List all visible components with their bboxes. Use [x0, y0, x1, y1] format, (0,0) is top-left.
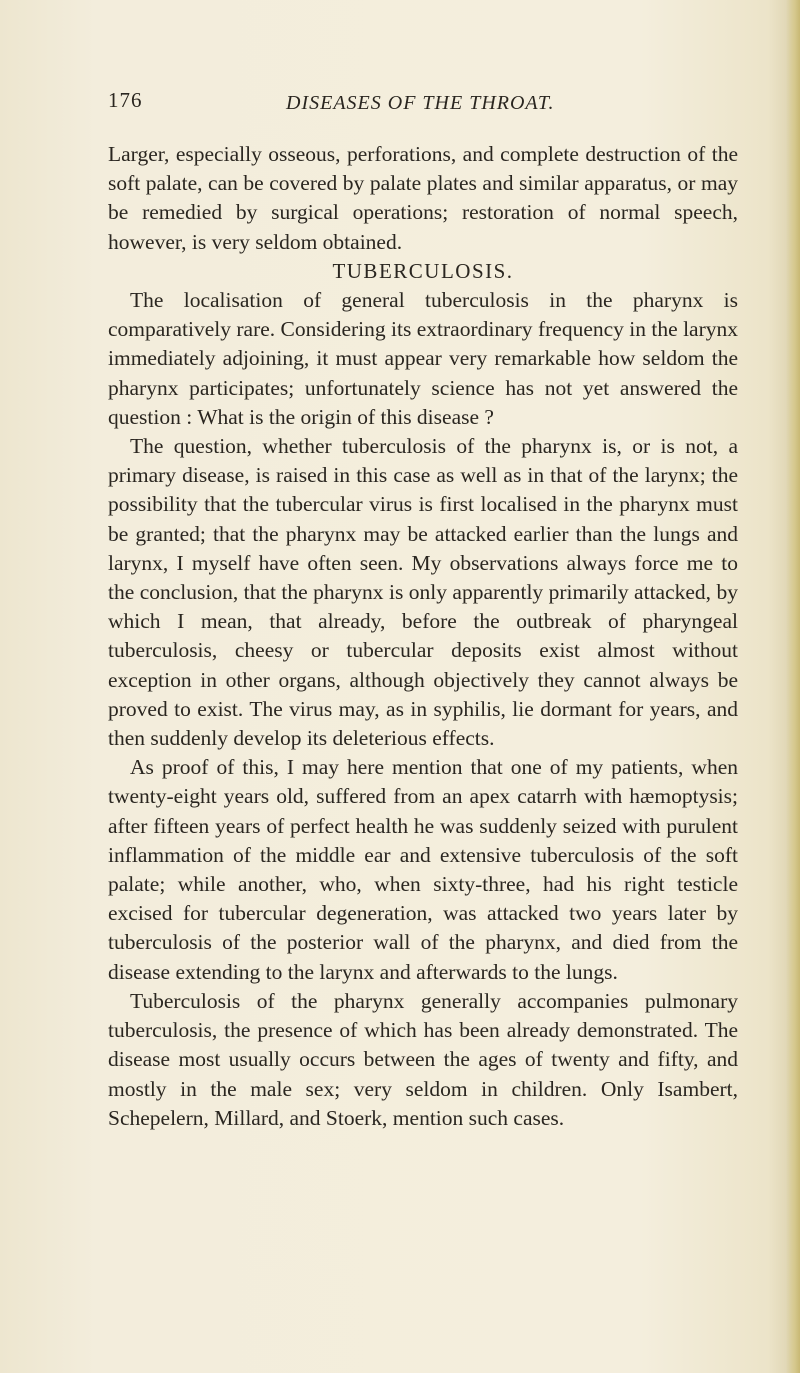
page-edge: [786, 0, 800, 1373]
paragraph-3: The question, whether tuberculosis of the pharynx is, or is not, a primary disease, is raised in this case as well as in that of the larynx; the possibility that the tubercular virus is first localised in the pharynx must be granted; that the pharynx may be attacked earlier than the lungs and larynx, I myself have often seen. My observations always force me to the conclusion, that the pharynx is only apparently primarily attacked, by which I mean, that already, before the outbreak of pharyngeal tuberculosis, cheesy or tubercular deposits exist almost without exception in other organs, although objectively they cannot always be proved to exist. The virus may, as in syphilis, lie dormant for years, and then suddenly develop its deleterious effects.: [108, 434, 738, 751]
body-text: [108, 140, 738, 1133]
section-heading: TUBERCULOSIS.: [332, 258, 514, 283]
page-number: 176: [108, 88, 143, 112]
running-title: DISEASES OF THE THROAT.: [286, 92, 555, 114]
paragraph-1: Larger, especially osseous, perforations, and complete destruction of the soft palate, can be covered by palate plates and similar apparatus, or may be remedied by surgical operations; restoration of normal speech, however, is very seldom obtained.: [108, 142, 738, 254]
paragraph-2: The localisation of general tuberculosis in the pharynx is comparatively rare. Considering its extraordinary frequency in the larynx immediately adjoining, it must appear very remarkable how seldom the pharynx participates; unfortunately science has not yet answered the question : What is the origin of this disease ?: [108, 288, 738, 429]
paragraph-5: Tuberculosis of the pharynx generally accompanies pulmonary tuberculosis, the presence of which has been already demonstrated. The disease most usually occurs between the ages of twenty and fifty, and mostly in the male sex; very seldom in children. Only Isambert, Schepelern, Millard, and Stoerk, mention such cases.: [108, 988, 738, 1130]
page-header: [108, 88, 748, 124]
paragraph-4: As proof of this, I may here mention that one of my patients, when twenty-eight years old, suffered from an apex catarrh with hæmoptysis; after fifteen years of perfect health he was suddenly seized with purulent inflammation of the middle ear and extensive tuberculosis of the soft palate; while another, who, when sixty-three, had his right testicle excised for tubercular degeneration, was attacked two years later by tuberculosis of the posterior wall of the pharynx, and died from the disease extending to the larynx and afterwards to the lungs.: [108, 755, 738, 984]
